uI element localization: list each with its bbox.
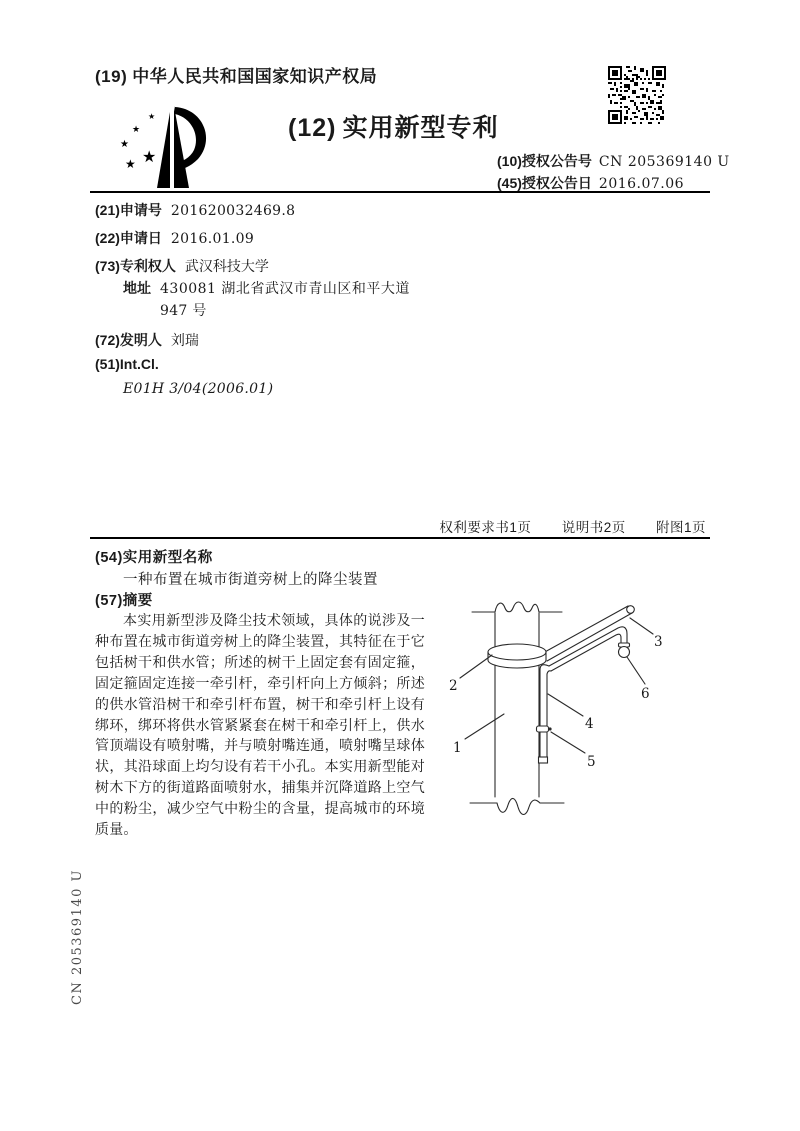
patentee-value: 武汉科技大学	[184, 258, 269, 274]
abstract-text: 本实用新型涉及降尘技术领域，具体的说涉及一种布置在城市街道旁树上的降尘装置，其特征在于它包括树干和供水管；所述的树干上固定套有固定箍，固定箍固定连接一牵引杆，牵引杆向上方倾斜；所述的供水管沿树干和牵引杆布置，树干和牵引杆上设有绑环，绑环将供水管紧紧套在树干和牵引杆上，供水管顶端设有喷射嘴，并与喷射嘴连通，喷射嘴呈球体状，其沿球面上均匀设有若干小孔。本实用新型能对树木下方的街道路面喷射水，捕集并沉降道路上空气中的粉尘，减少空气中粉尘的含量，提高城市的环境质量。	[95, 612, 425, 838]
water-pipe-inclined	[549, 627, 627, 671]
inventor-label: (72)发明人	[95, 332, 162, 348]
pub-date-label: (45)授权公告日	[497, 175, 592, 191]
pub-number-row	[497, 151, 730, 171]
application-number-label: (21)申请号	[95, 202, 162, 218]
water-pipe-vertical	[539, 665, 552, 763]
figure-labels	[449, 634, 663, 770]
int-cl-row	[95, 356, 168, 372]
office-name: 中华人民共和国国家知识产权局	[132, 67, 378, 86]
pages-info	[90, 516, 706, 536]
application-date-row	[95, 228, 254, 248]
description-pages: 说明书2页	[561, 520, 626, 535]
svg-text:★: ★	[120, 139, 129, 150]
invention-title: 一种布置在城市街道旁树上的降尘装置	[123, 572, 378, 588]
figure-label-5: 5	[587, 754, 596, 770]
int-cl-value-row	[123, 380, 273, 397]
qr-code-icon	[608, 66, 666, 124]
int-cl-label: (51)Int.Cl.	[95, 356, 159, 372]
figure-label-4: 4	[585, 716, 594, 732]
cnipa-logo-icon	[112, 100, 222, 192]
address-row	[123, 278, 410, 298]
pub-date-value: 2016.07.06	[598, 176, 685, 192]
figure-label-3: 3	[654, 634, 663, 650]
leader-lines	[460, 618, 653, 753]
office-line	[95, 62, 377, 87]
pub-number-label: (10)授权公告号	[497, 153, 592, 169]
svg-text:★: ★	[148, 112, 156, 121]
pub-date-row	[497, 173, 684, 193]
figure-pages: 附图1页	[655, 520, 706, 535]
int-cl-value: E01H 3/04(2006.01)	[123, 381, 274, 397]
sidebar-doc-number: CN 205369140 U	[70, 869, 85, 1005]
doc-type-code: (12)	[288, 114, 337, 142]
body-divider	[90, 537, 710, 539]
abstract-section-label: (57)摘要	[95, 593, 153, 609]
svg-text:★: ★	[142, 147, 157, 166]
spray-nozzle	[619, 643, 630, 658]
inventor-value: 刘瑞	[170, 332, 199, 348]
doc-type-title	[288, 108, 498, 144]
application-number-value: 201620032469.8	[170, 203, 296, 219]
title-section-label: (54)实用新型名称	[95, 550, 213, 566]
patentee-label: (73)专利权人	[95, 258, 176, 274]
svg-text:★: ★	[125, 157, 136, 171]
office-code: (19)	[95, 67, 128, 86]
address-label: 地址	[123, 280, 151, 296]
address-row-2	[160, 300, 207, 320]
application-number-row	[95, 200, 295, 220]
svg-text:★: ★	[132, 125, 141, 135]
application-date-label: (22)申请日	[95, 230, 162, 246]
address-line1: 430081 湖北省武汉市青山区和平大道	[160, 281, 410, 297]
patent-drawing	[440, 588, 715, 828]
application-date-value: 2016.01.09	[170, 231, 255, 247]
claims-pages: 权利要求书1页	[439, 520, 532, 535]
inventor-row	[95, 330, 199, 350]
address-line2: 947 号	[160, 303, 207, 319]
patentee-row	[95, 256, 269, 276]
header-divider	[90, 191, 710, 193]
doc-type-text: 实用新型专利	[342, 114, 499, 142]
figure-label-1: 1	[453, 740, 462, 756]
figure-label-2: 2	[449, 678, 458, 694]
pub-number-value: CN 205369140 U	[598, 154, 730, 170]
figure-label-6: 6	[641, 686, 650, 702]
binding-ring	[537, 726, 552, 732]
tree-trunk	[470, 602, 564, 815]
fixing-hoop	[488, 644, 546, 668]
